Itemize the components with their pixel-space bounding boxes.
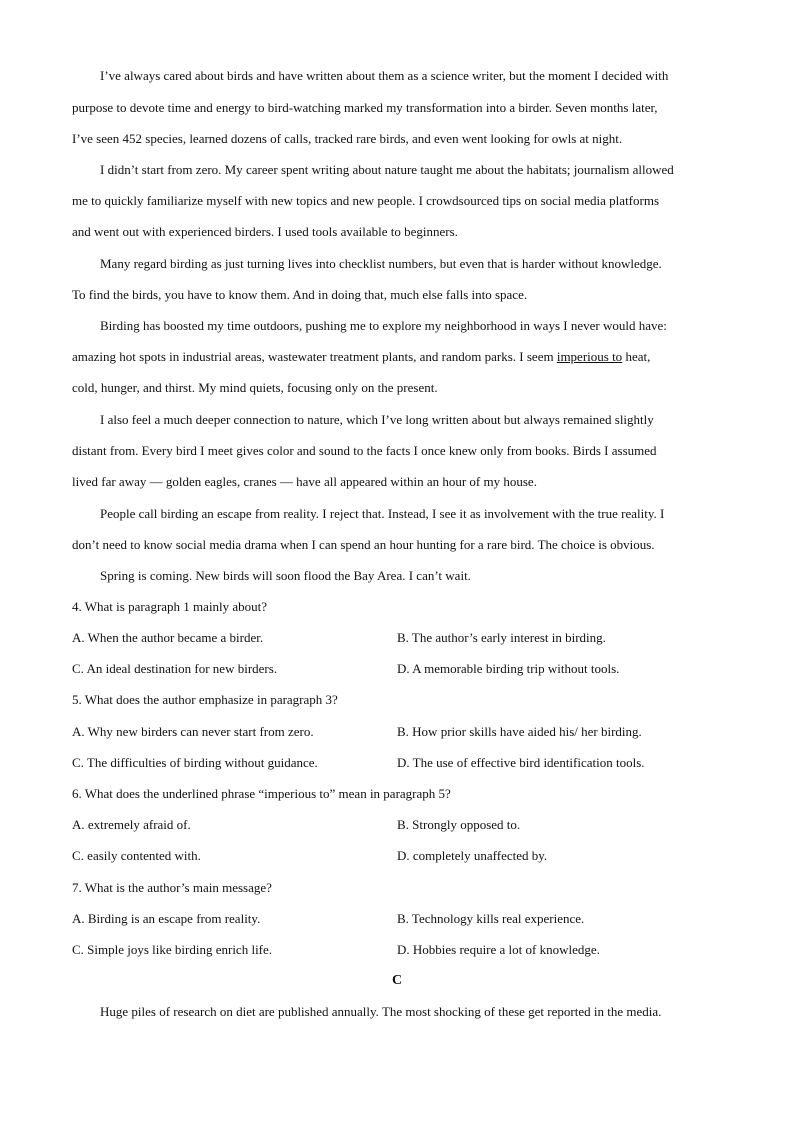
question-7-option-c: C. Simple joys like birding enrich life. bbox=[72, 942, 273, 957]
question-6-option-c: C. easily contented with. bbox=[72, 848, 201, 863]
paragraph-4-line-2 bbox=[72, 349, 650, 365]
paragraph-2-line-3: and went out with experienced birders. I used tools available to beginners. bbox=[72, 224, 458, 239]
question-7-option-a: A. Birding is an escape from reality. bbox=[72, 911, 261, 926]
paragraph-4-line-1: Birding has boosted my time outdoors, pushing me to explore my neighborhood in ways I never would have: bbox=[100, 318, 667, 333]
question-5-option-b: B. How prior skills have aided his/ her birding. bbox=[397, 724, 642, 739]
paragraph-5-line-2: distant from. Every bird I meet gives color and sound to the facts I once knew only from books. Birds I assumed bbox=[72, 443, 657, 458]
question-5-stem: 5. What does the author emphasize in paragraph 3? bbox=[72, 692, 338, 707]
paragraph-5-line-1: I also feel a much deeper connection to nature, which I’ve long written about but always remained slightly bbox=[100, 412, 654, 427]
paragraph-6-line-1: People call birding an escape from reality. I reject that. Instead, I see it as involvement with the true reality. I bbox=[100, 506, 665, 521]
question-7-option-b: B. Technology kills real experience. bbox=[397, 911, 585, 926]
question-6-option-d: D. completely unaffected by. bbox=[397, 848, 548, 863]
question-4-option-c: C. An ideal destination for new birders. bbox=[72, 661, 278, 676]
question-6-option-b: B. Strongly opposed to. bbox=[397, 817, 521, 832]
paragraph-1-line-2: purpose to devote time and energy to bird-watching marked my transformation into a birder. Seven months later, bbox=[72, 100, 658, 115]
question-4-option-a: A. When the author became a birder. bbox=[72, 630, 264, 645]
question-5-option-d: D. The use of effective bird identification tools. bbox=[397, 755, 645, 770]
paragraph-1-line-1: I’ve always cared about birds and have written about them as a science writer, but the moment I decided with bbox=[100, 68, 669, 83]
paragraph-3-line-2: To find the birds, you have to know them. And in doing that, much else falls into space. bbox=[72, 287, 528, 302]
paragraph-4-line-3: cold, hunger, and thirst. My mind quiets, focusing only on the present. bbox=[72, 380, 438, 395]
question-6-option-a: A. extremely afraid of. bbox=[72, 817, 191, 832]
paragraph-6-line-2: don’t need to know social media drama when I can spend an hour hunting for a rare bird. The choice is obvious. bbox=[72, 537, 655, 552]
underlined-phrase: imperious to bbox=[556, 349, 623, 364]
section-c-heading: C bbox=[391, 973, 403, 988]
question-4-stem: 4. What is paragraph 1 mainly about? bbox=[72, 599, 268, 614]
paragraph-2-line-1: I didn’t start from zero. My career spent writing about nature taught me about the habitats; journalism allowed bbox=[100, 162, 674, 177]
question-5-option-c: C. The difficulties of birding without guidance. bbox=[72, 755, 318, 770]
paragraph-1-line-3: I’ve seen 452 species, learned dozens of calls, tracked rare birds, and even went looking for owls at night. bbox=[72, 131, 623, 146]
paragraph-7-line-1: Spring is coming. New birds will soon flood the Bay Area. I can’t wait. bbox=[100, 568, 471, 583]
question-5-option-a: A. Why new birders can never start from zero. bbox=[72, 724, 314, 739]
section-c-paragraph-line-1: Huge piles of research on diet are published annually. The most shocking of these get reported in the media. bbox=[100, 1004, 662, 1019]
paragraph-3-line-1: Many regard birding as just turning lives into checklist numbers, but even that is harder without knowledge. bbox=[100, 256, 662, 271]
paragraph-2-line-2: me to quickly familiarize myself with new topics and new people. I crowdsourced tips on social media platforms bbox=[72, 193, 660, 208]
question-6-stem: 6. What does the underlined phrase “imperious to” mean in paragraph 5? bbox=[72, 786, 451, 801]
question-4-option-b: B. The author’s early interest in birding. bbox=[397, 630, 606, 645]
paragraph-4-line-2-end: heat, bbox=[622, 349, 651, 364]
question-7-stem: 7. What is the author’s main message? bbox=[72, 880, 272, 895]
question-4-option-d: D. A memorable birding trip without tools. bbox=[397, 661, 620, 676]
paragraph-5-line-3: lived far away — golden eagles, cranes — have all appeared within an hour of my house. bbox=[72, 474, 537, 489]
paragraph-4-line-2-start: amazing hot spots in industrial areas, wastewater treatment plants, and random parks. I seem bbox=[72, 349, 557, 364]
question-7-option-d: D. Hobbies require a lot of knowledge. bbox=[397, 942, 600, 957]
